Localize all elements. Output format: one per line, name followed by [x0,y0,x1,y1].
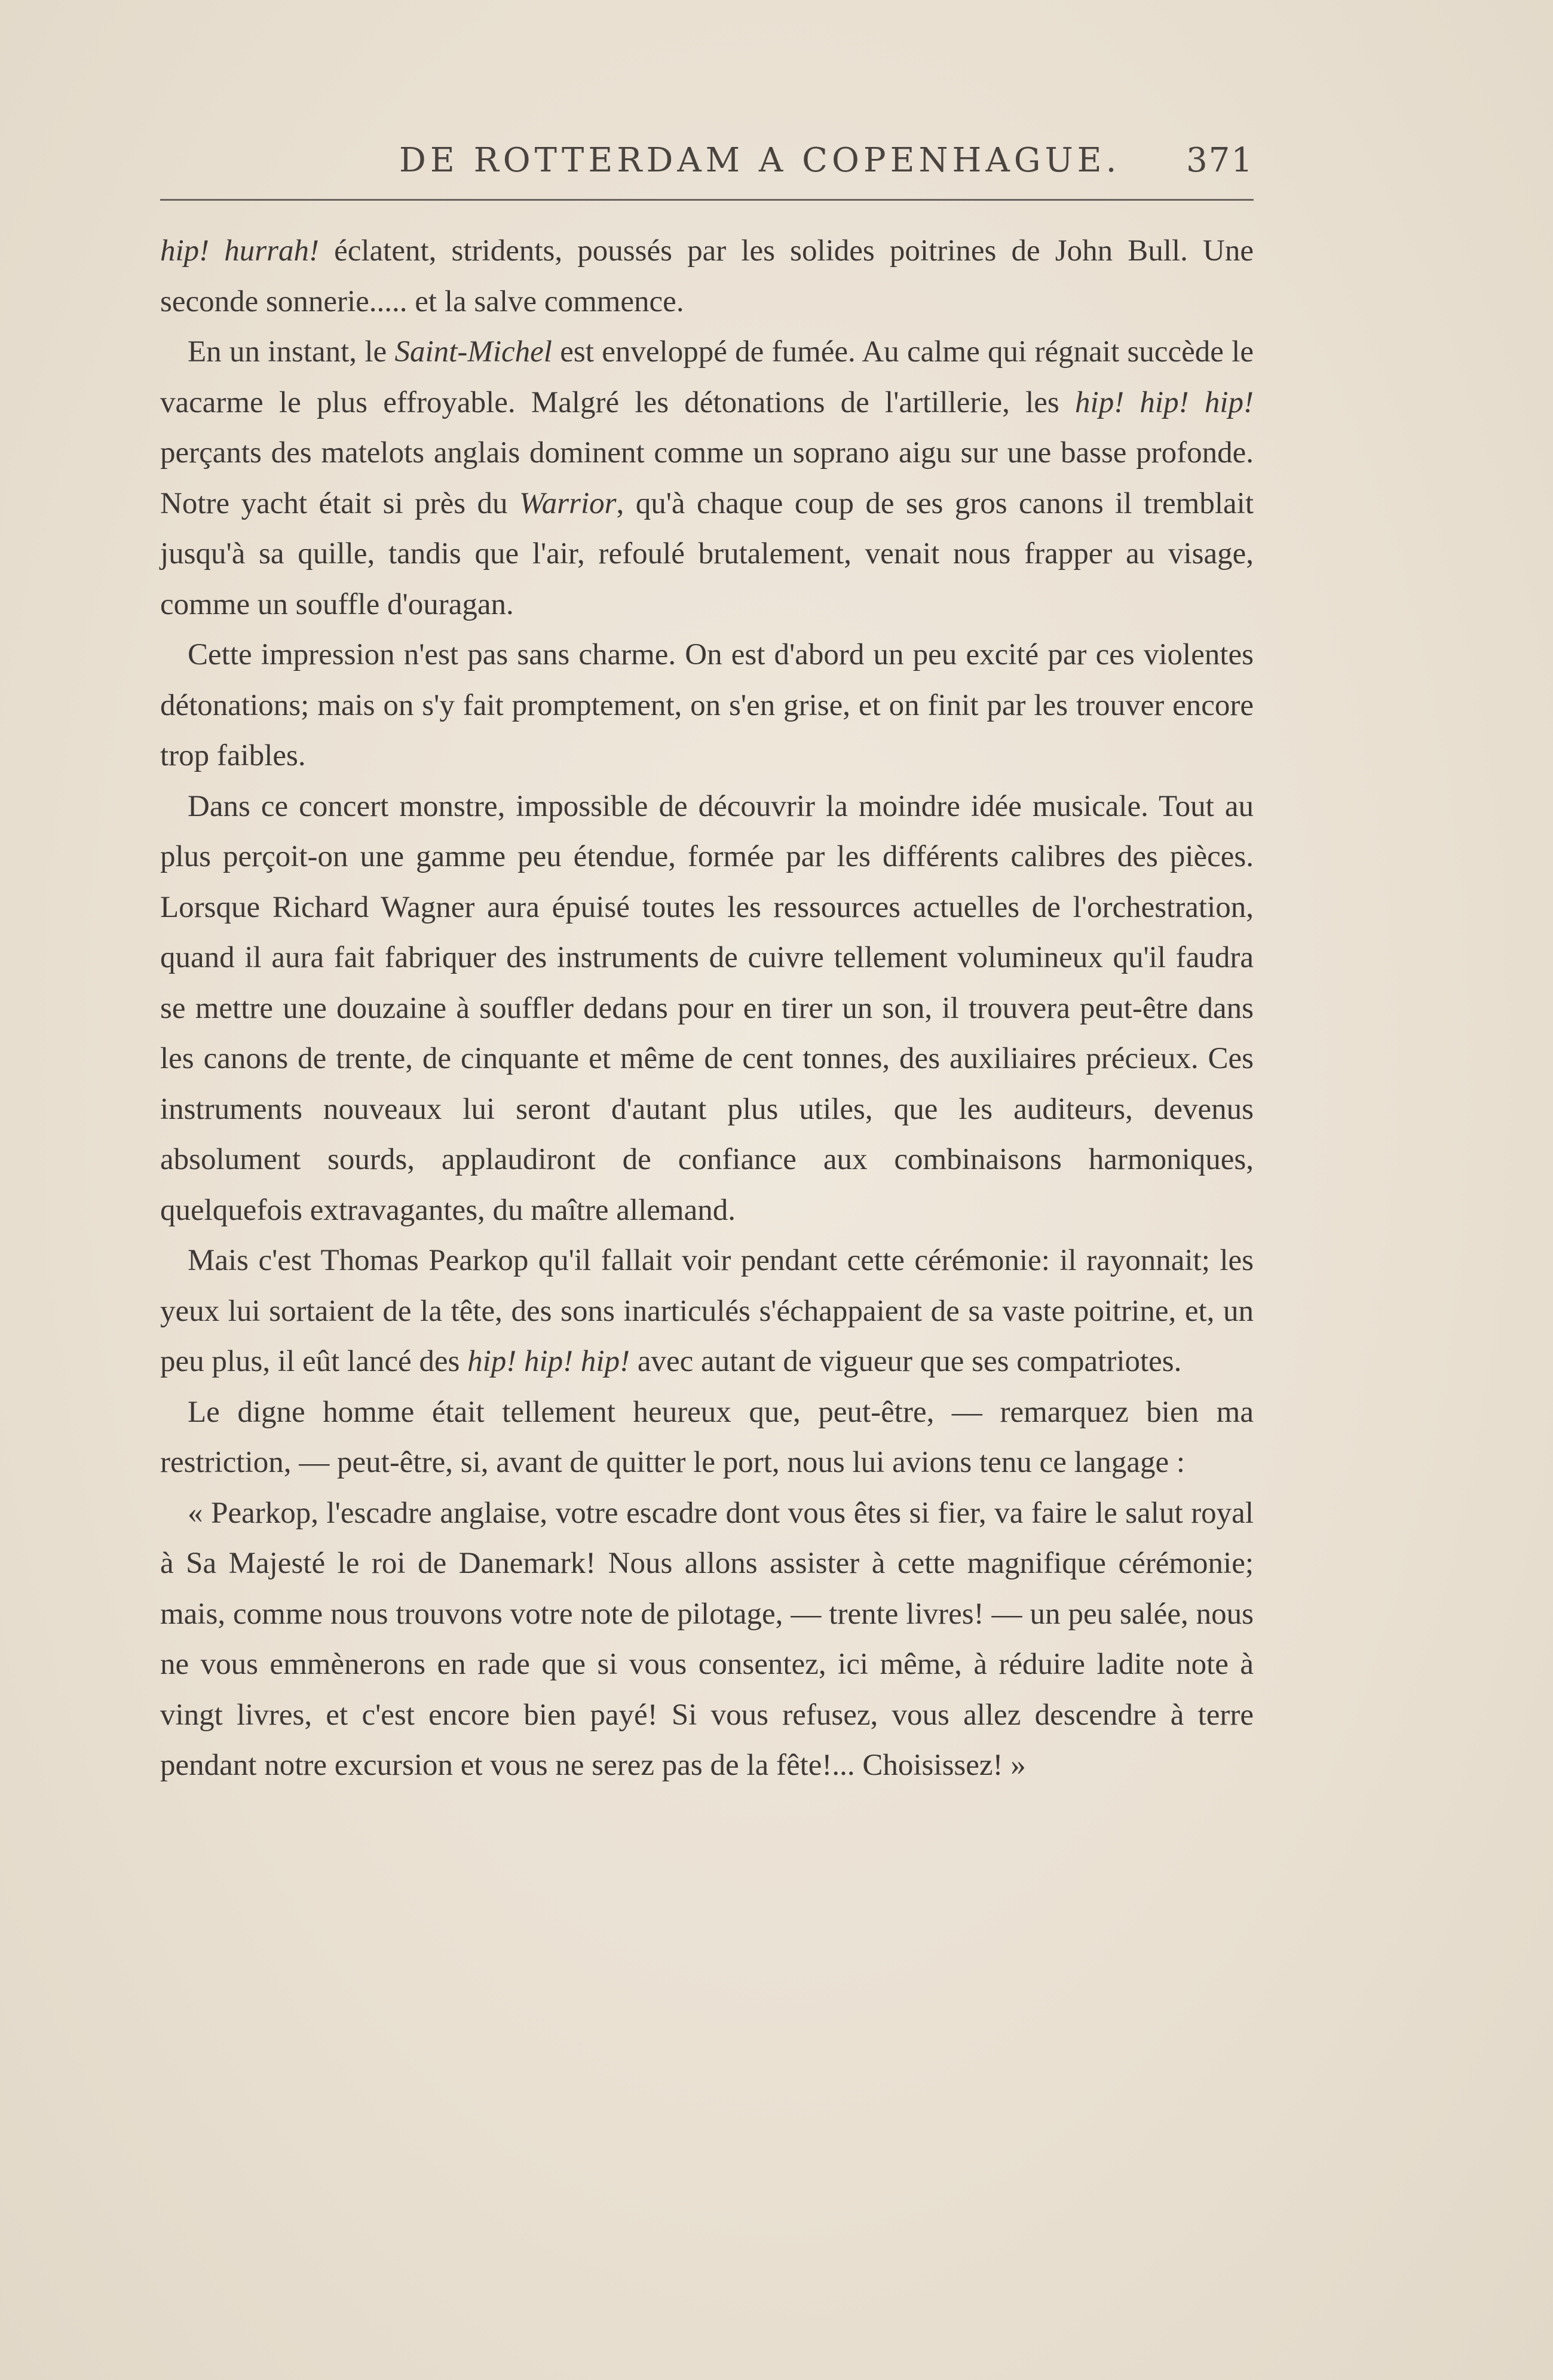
paragraph-4: Dans ce concert monstre, impossible de découvrir la moindre idée musicale. Tout au plus perçoit-on une gamme peu étendue, formée par les différents calibres des pièces. Lorsque Richard Wagner aura épuisé toutes les ressources actuelles de l'orchestration, quand il aura fait fabriquer des instruments de cuivre tellement volumineux qu'il faudra se mettre une douzaine à souffler dedans pour en tirer un son, il trouvera peut-être dans les canons de trente, de cinquante et même de cent tonnes, des auxiliaires précieux. Ces instruments nouveaux lui seront d'autant plus utiles, que les auditeurs, devenus absolument sourds, applaudiront de confiance aux combinaisons harmoniques, quelquefois extravagantes, du maître allemand. [160,789,1254,1227]
text-run: , qu'à chaque coup de ses gros canons il tremblait jusqu'à sa quille, tandis que l'air, refoulé brutalement, venait nous frapper au visage, comme un souffle d'ouragan. [160,486,1254,621]
header-rule [160,199,1254,201]
ship-name-warrior: Warrior [519,486,617,520]
paragraph-5 [160,1235,1254,1387]
italic-exclamation: hip! hip! hip! [1075,385,1254,419]
body-text [160,226,1254,1791]
text-run: est enveloppé de fumée. Au calme qui régnait succède le vacarme le plus effroyable. Malgré les détonations de l'artillerie, les [160,335,1254,419]
text-run: perçants des matelots anglais dominent comme un soprano aigu sur une basse profonde. Notre yacht était si près du [160,436,1254,520]
paragraph-1 [160,226,1254,327]
running-title: DE ROTTERDAM A COPENHAGUE. [399,141,1121,180]
text-run: éclatent, stridents, poussés par les solides poitrines de John Bull. Une seconde sonnerie..... et la salve commence. [160,234,1254,318]
paragraph-3: Cette impression n'est pas sans charme. On est d'abord un peu excité par ces violentes détonations; mais on s'y fait promptement, on s'en grise, et on finit par les trouver encore trop faibles. [160,638,1254,772]
ship-name-saint-michel: Saint-Michel [394,335,552,369]
paragraph-2 [160,327,1254,630]
paragraph-7: « Pearkop, l'escadre anglaise, votre escadre dont vous êtes si fier, va faire le salut royal à Sa Majesté le roi de Danemark! Nous allons assister à cette magnifique cérémonie; mais, comme nous trouvons votre note de pilotage, — trente livres! — un peu salée, nous ne vous emmènerons en rade que si vous consentez, ici même, à réduire ladite note à vingt livres, et c'est encore bien payé! Si vous refusez, vous allez descendre à terre pendant notre excursion et vous ne serez pas de la fête!... Choisissez! » [160,1496,1254,1782]
text-run: En un instant, le [188,335,395,369]
italic-exclamation: hip! hurrah! [160,234,319,268]
paragraph-6: Le digne homme était tellement heureux que, peut-être, — remarquez bien ma restriction, — peut-être, si, avant de quitter le port, nous lui avions tenu ce langage : [160,1395,1254,1479]
text-run: Mais c'est Thomas Pearkop qu'il fallait voir pendant cette cérémonie: il rayonnait; les yeux lui sortaient de la tête, des sons inarticulés s'échappaient de sa vaste poitrine, et, un peu plus, il eût lancé des [160,1244,1254,1378]
page-header [160,136,1254,190]
italic-exclamation: hip! hip! hip! [467,1345,630,1378]
text-run: avec autant de vigueur que ses compatriotes. [630,1345,1182,1378]
page-number: 371 [1186,141,1254,180]
